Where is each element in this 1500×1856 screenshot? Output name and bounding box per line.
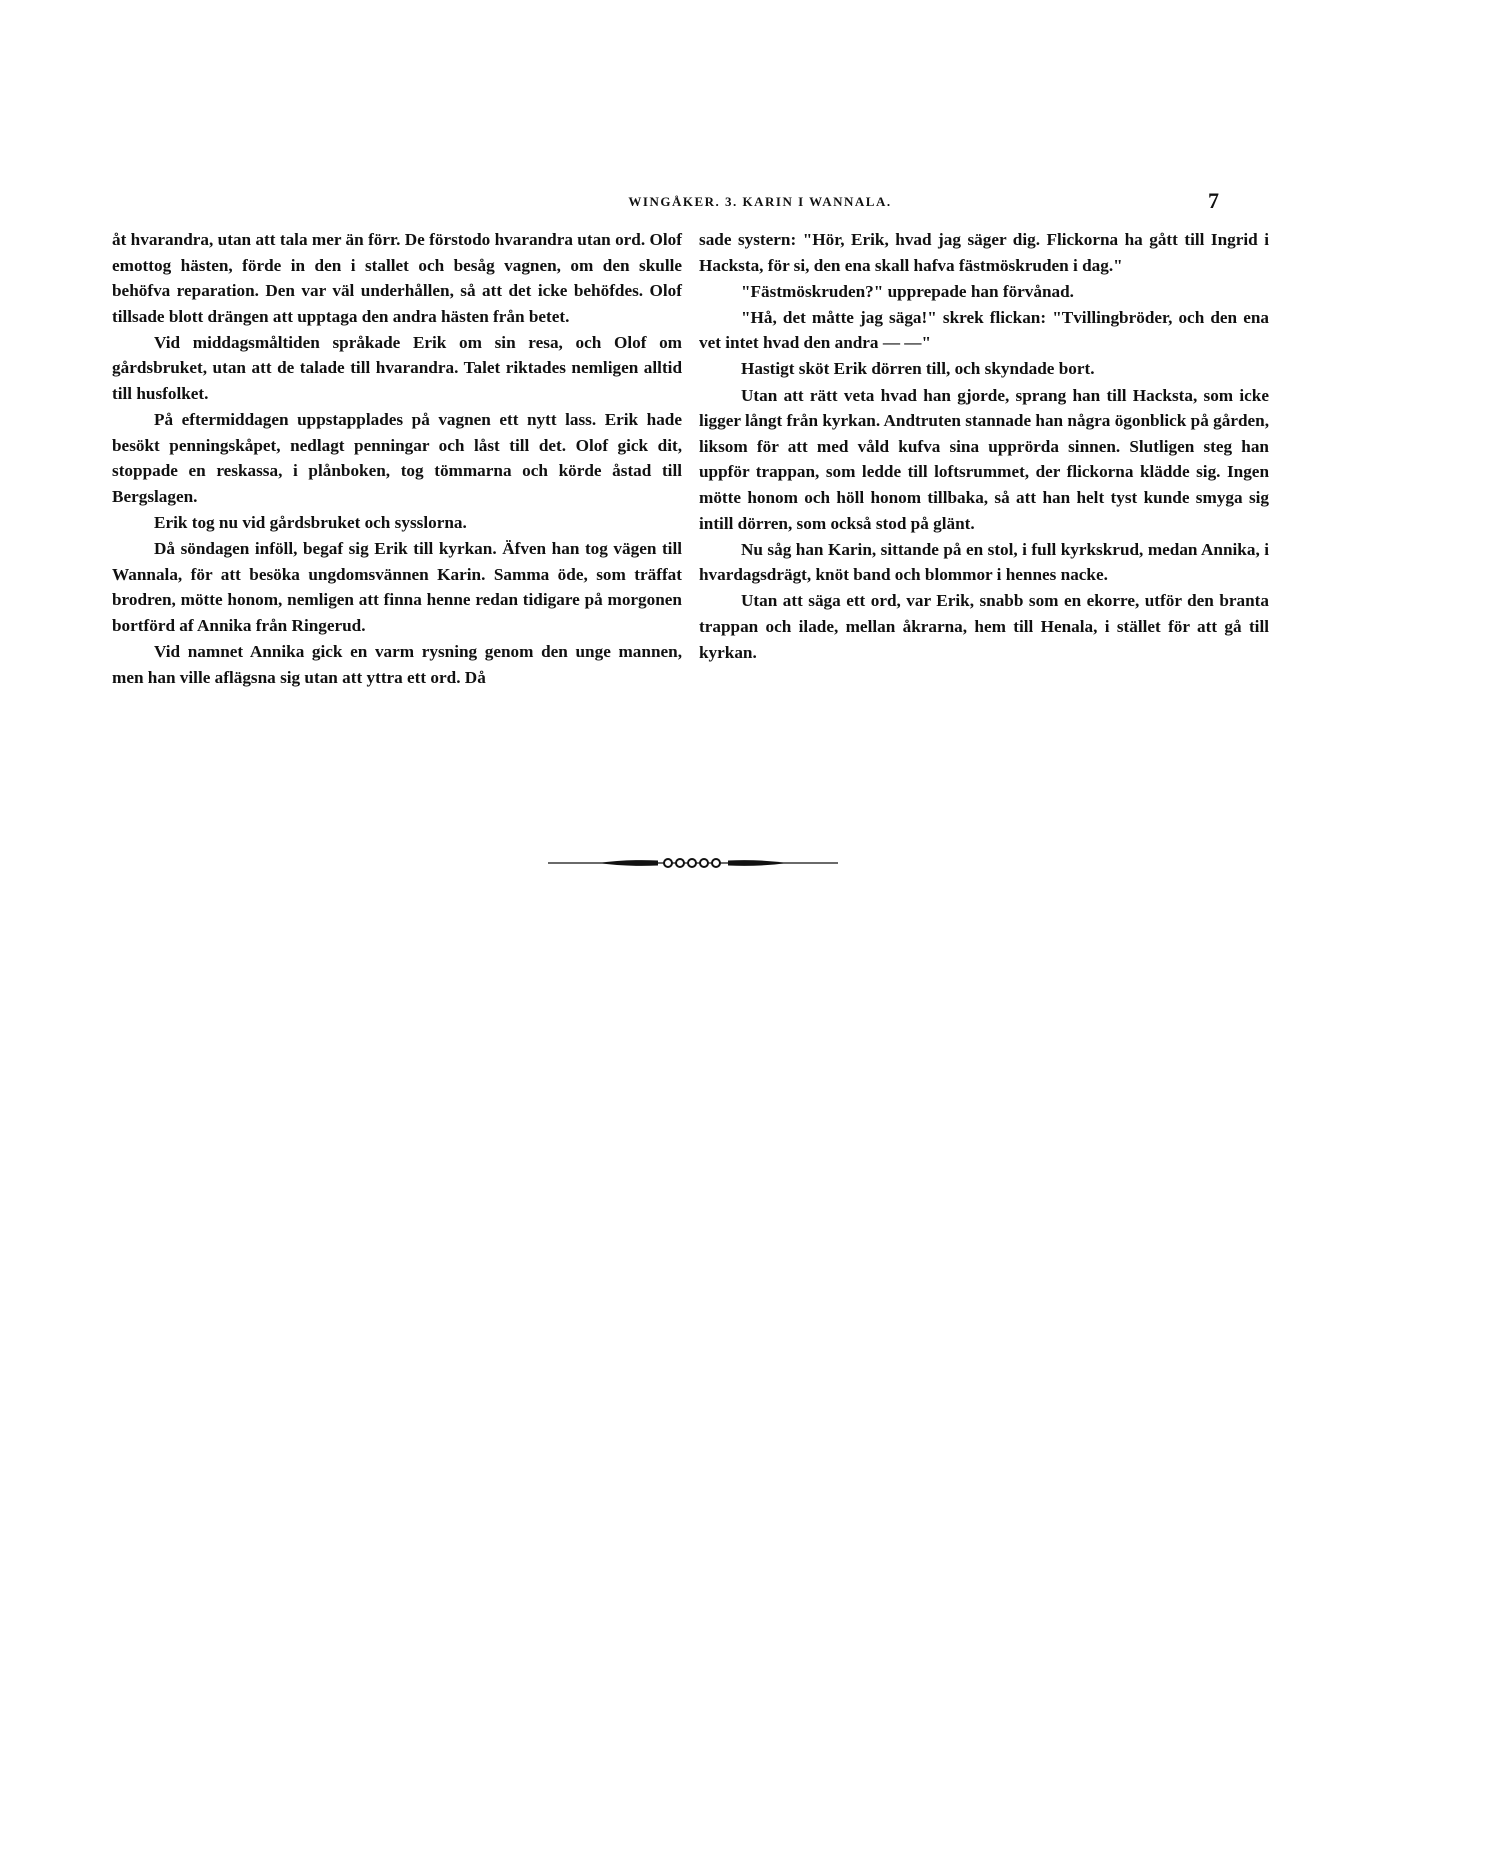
paragraph: sade systern: "Hör, Erik, hvad jag säger dig. Flickorna ha gått till Ingrid i Hacksta, för si, den ena skall hafva fästmöskruden i dag." — [699, 230, 1269, 275]
paragraph: Vid namnet Annika gick en varm rysning genom den unge mannen, men han ville aflägsna sig utan att yttra ett ord. Då — [112, 642, 682, 687]
right-column — [699, 227, 1269, 666]
paragraph: Hastigt sköt Erik dörren till, och skyndade bort. — [741, 359, 1095, 379]
paragraph: På eftermiddagen uppstapplades på vagnen ett nytt lass. Erik hade besökt penningskåpet, nedlagt penningar och låst till det. Olof gick dit, stoppade en reskassa, i plånboken, tog tömmarna och körde åstad till Bergslagen. — [112, 410, 682, 506]
paragraph: Utan att säga ett ord, var Erik, snabb som en ekorre, utför den branta trappan och ilade, mellan åkrarna, hem till Henala, i stället för att gå till kyrkan. — [699, 591, 1269, 662]
paragraph: Vid middagsmåltiden språkade Erik om sin resa, och Olof om gårdsbruket, utan att de talade till hvarandra. Talet riktades nemligen alltid till husfolket. — [112, 332, 682, 404]
running-head — [0, 190, 1500, 220]
left-column — [112, 227, 682, 691]
page-number: 7 — [1208, 188, 1219, 213]
paragraph: åt hvarandra, utan att tala mer än förr. De förstodo hvarandra utan ord. Olof emottog hästen, förde in den i stallet och besåg vagnen, om den skulle behöfva reparation. Den var väl underhållen, så att det icke behöfdes. Olof tillsade blott drängen att upptaga den andra hästen från betet. — [112, 230, 682, 326]
paragraph: "Hå, det måtte jag säga!" skrek flickan: "Tvillingbröder, och den ena vet intet hvad den andra — —" — [699, 307, 1269, 353]
paragraph: Utan att rätt veta hvad han gjorde, sprang han till Hacksta, som icke ligger långt från kyrkan. Andtruten stannade han några ögonblick på gården, liksom för att med våld kufva sina upprörda sinnen. Slutligen steg han uppför trappan, som ledde till loftsrummet, der flickorna klädde sig. Ingen mötte honom och höll honom tillbaka, så att han helt tyst kunde smyga sig intill dörren, som också stod på glänt. — [699, 385, 1269, 533]
decorative-rule-icon — [548, 856, 838, 870]
paragraph: "Fästmöskruden?" upprepade han förvånad. — [741, 281, 1074, 301]
paragraph: Erik tog nu vid gårdsbruket och sysslorna. — [154, 513, 467, 533]
paragraph: Då söndagen inföll, begaf sig Erik till kyrkan. Äfven han tog vägen till Wannala, för att besöka ungdomsvännen Karin. Samma öde, som träffat brodren, mötte honom, nemligen att finna henne redan tidigare på morgonen bortförd af Annika från Ringerud. — [112, 539, 682, 635]
paragraph: Nu såg han Karin, sittande på en stol, i full kyrkskrud, medan Annika, i hvardagsdrägt, knöt band och blommor i hennes nacke. — [699, 539, 1269, 585]
running-title: WINGÅKER. 3. KARIN I WANNALA. — [628, 194, 892, 209]
